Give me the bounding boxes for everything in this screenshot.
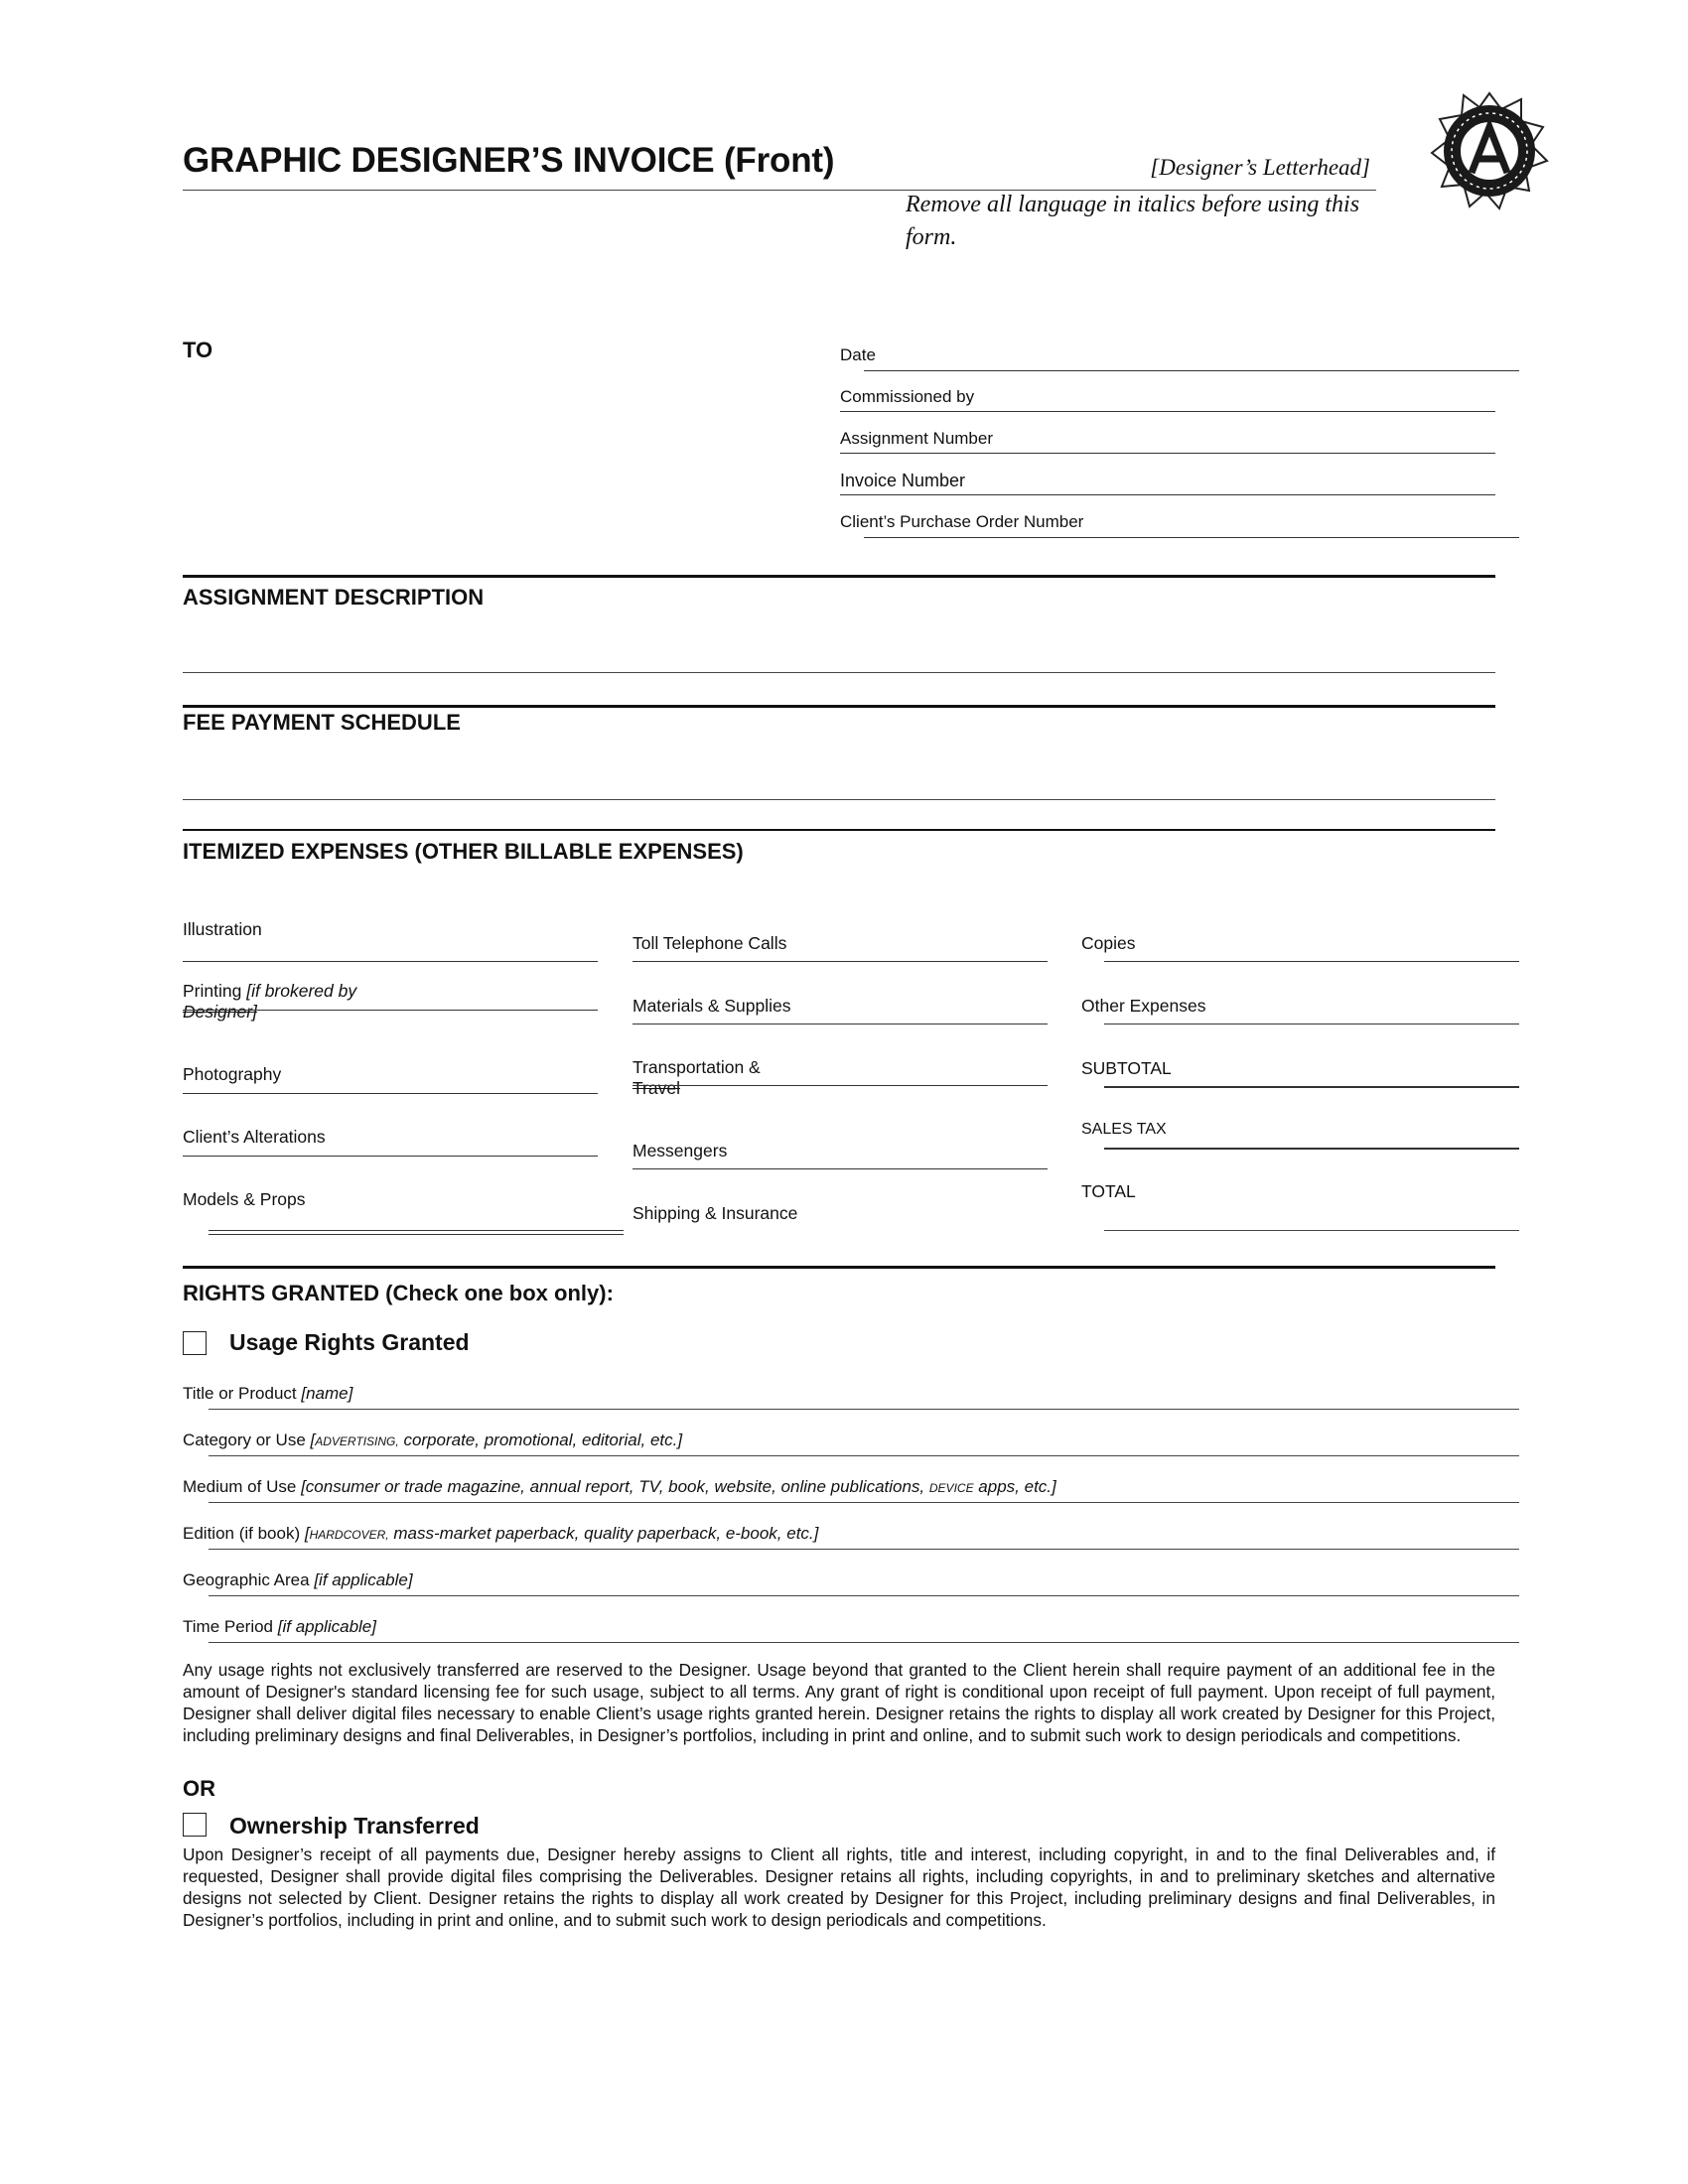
- transportation-travel-label-continued: Travel: [633, 1078, 680, 1098]
- other-expenses-label: Other Expenses: [1081, 996, 1206, 1016]
- clients-alterations-label: Client’s Alterations: [183, 1127, 326, 1147]
- section-rule: [183, 829, 1495, 831]
- transportation-travel-label: Transportation &: [633, 1057, 761, 1077]
- shipping-insurance-label: Shipping & Insurance: [633, 1203, 798, 1223]
- date-field[interactable]: [864, 370, 1519, 371]
- subtotal-label: SUBTOTAL: [1081, 1058, 1172, 1078]
- illustration-label: Illustration: [183, 919, 262, 939]
- rights-granted-heading: RIGHTS GRANTED (Check one box only):: [183, 1281, 614, 1305]
- toll-telephone-calls-field[interactable]: [633, 961, 1048, 962]
- geographic-area-field[interactable]: [209, 1595, 1519, 1596]
- letterhead-placeholder: [Designer’s Letterhead]: [1150, 155, 1370, 180]
- geographic-area-label: Geographic Area [if applicable]: [183, 1570, 413, 1589]
- commissioned-by-label: Commissioned by: [840, 387, 975, 406]
- materials-supplies-label: Materials & Supplies: [633, 996, 791, 1016]
- total-label: TOTAL: [1081, 1181, 1136, 1201]
- illustration-field[interactable]: [183, 961, 598, 962]
- title-product-label: Title or Product [name]: [183, 1384, 353, 1403]
- models-props-label: Models & Props: [183, 1189, 306, 1209]
- ownership-transferred-label: Ownership Transferred: [229, 1813, 480, 1839]
- time-period-field[interactable]: [209, 1642, 1519, 1643]
- edition-label: Edition (if book) [HARDCOVER, mass-market paperback, quality paperback, e-book, etc.]: [183, 1524, 819, 1543]
- edition-field[interactable]: [209, 1549, 1519, 1550]
- photography-field[interactable]: [183, 1093, 598, 1094]
- page-title: GRAPHIC DESIGNER’S INVOICE (Front): [183, 141, 835, 180]
- ownership-transferred-checkbox[interactable]: [183, 1813, 207, 1837]
- section-rule: [183, 575, 1495, 578]
- medium-use-label: Medium of Use [consumer or trade magazine, annual report, TV, book, website, online publications, DEVICE apps, etc.]: [183, 1477, 1056, 1496]
- usage-rights-paragraph: Any usage rights not exclusively transferred are reserved to the Designer. Usage beyond that granted to the Client herein shall require payment of an additional fee in the amount of Designer's standard licensing fee for such usage, subject to all terms. Any grant of right is conditional upon receipt of full payment. Upon receipt of full payment, Designer shall deliver digital files necessary to enable Client’s usage rights granted herein. Designer retains the rights to display all work created by Designer for this Project, including preliminary designs and final Deliverables, in Designer’s portfolios, including in print and online, and to submit such work to design periodicals and competitions.: [183, 1660, 1495, 1745]
- total-field[interactable]: [1104, 1230, 1519, 1231]
- section-rule: [183, 705, 1495, 708]
- copies-label: Copies: [1081, 933, 1136, 953]
- time-period-label: Time Period [if applicable]: [183, 1617, 376, 1636]
- fee-payment-schedule-field[interactable]: [183, 799, 1495, 800]
- models-props-rule: [209, 1234, 624, 1235]
- category-use-field[interactable]: [209, 1455, 1519, 1456]
- messengers-label: Messengers: [633, 1141, 728, 1160]
- medium-use-field[interactable]: [209, 1502, 1519, 1503]
- toll-telephone-calls-label: Toll Telephone Calls: [633, 933, 787, 953]
- purchase-order-field[interactable]: [864, 537, 1519, 538]
- printing-label-continued: Designer]: [183, 1002, 257, 1022]
- models-props-field[interactable]: [209, 1230, 624, 1231]
- itemized-expenses-heading: ITEMIZED EXPENSES (OTHER BILLABLE EXPENSES): [183, 839, 744, 864]
- assignment-description-field[interactable]: [183, 672, 1495, 673]
- subtotal-field[interactable]: [1104, 1086, 1519, 1088]
- or-label: OR: [183, 1776, 215, 1801]
- purchase-order-label: Client’s Purchase Order Number: [840, 512, 1084, 531]
- copies-field[interactable]: [1104, 961, 1519, 962]
- clients-alterations-field[interactable]: [183, 1156, 598, 1157]
- assignment-number-label: Assignment Number: [840, 429, 994, 448]
- category-use-label: Category or Use [ADVERTISING, corporate, promotional, editorial, etc.]: [183, 1431, 683, 1449]
- photography-label: Photography: [183, 1064, 282, 1084]
- usage-rights-checkbox[interactable]: [183, 1331, 207, 1355]
- commissioned-by-field[interactable]: [840, 411, 1495, 412]
- sales-tax-label: SALES TAX: [1081, 1121, 1167, 1138]
- date-label: Date: [840, 345, 876, 364]
- title-product-field[interactable]: [209, 1409, 1519, 1410]
- printing-label: Printing [if brokered by: [183, 981, 357, 1001]
- usage-rights-label: Usage Rights Granted: [229, 1329, 470, 1355]
- section-rule: [183, 1266, 1495, 1269]
- ownership-paragraph: Upon Designer’s receipt of all payments due, Designer hereby assigns to Client all rights, title and interest, including copyright, in and to the final Deliverables and, if requested, Designer shall provide digital files comprising the Deliverables. Designer retains all rights, including copyrights, in and to preliminary sketches and alternative designs not selected by Client. Designer retains the rights to display all work created by Designer for this Project, including preliminary designs and final Deliverables, in Designer’s portfolios, including in print and online, and to submit such work to design periodicals and competitions.: [183, 1844, 1495, 1930]
- printing-field[interactable]: [183, 1010, 598, 1011]
- assignment-number-field[interactable]: [840, 453, 1495, 454]
- to-label: TO: [183, 338, 213, 362]
- sales-tax-field[interactable]: [1104, 1148, 1519, 1150]
- invoice-number-field[interactable]: [840, 494, 1495, 495]
- fee-payment-schedule-heading: FEE PAYMENT SCHEDULE: [183, 710, 461, 735]
- graphic-artists-guild-logo-icon: [1430, 91, 1549, 210]
- instruction-note: Remove all language in italics before using this form.: [906, 192, 1360, 250]
- messengers-field[interactable]: [633, 1168, 1048, 1169]
- transportation-travel-field[interactable]: [633, 1085, 1048, 1086]
- invoice-number-label: Invoice Number: [840, 471, 966, 490]
- assignment-description-heading: ASSIGNMENT DESCRIPTION: [183, 585, 485, 610]
